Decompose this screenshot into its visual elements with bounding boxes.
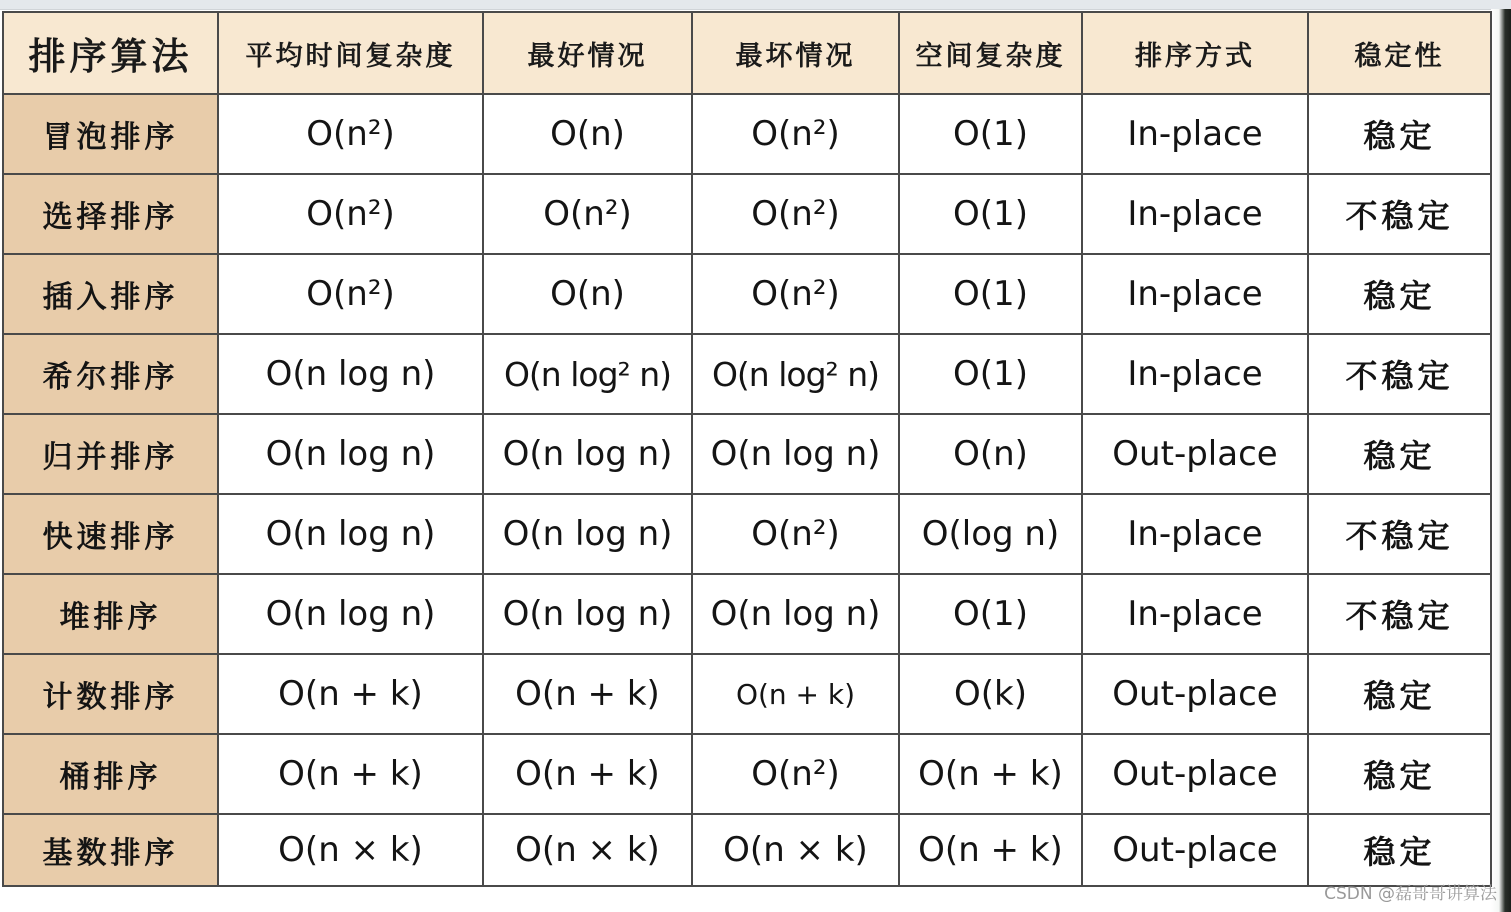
average-time-cell: O(n log n) <box>218 334 483 414</box>
space-cell: O(n) <box>899 414 1082 494</box>
algorithm-name-cell: 归并排序 <box>3 414 218 494</box>
table-row <box>3 814 1491 886</box>
algorithm-name-cell: 选择排序 <box>3 174 218 254</box>
worst-case-cell: O(n log² n) <box>692 334 899 414</box>
stability-cell: 不稳定 <box>1308 494 1491 574</box>
space-cell: O(log n) <box>899 494 1082 574</box>
space-cell: O(1) <box>899 574 1082 654</box>
average-time-cell: O(n log n) <box>218 414 483 494</box>
best-case-cell: O(n²) <box>483 174 692 254</box>
stability-cell: 稳定 <box>1308 814 1491 886</box>
top-window-strip <box>0 0 1511 10</box>
algorithm-name-cell: 冒泡排序 <box>3 94 218 174</box>
space-cell: O(n + k) <box>899 814 1082 886</box>
best-case-cell: O(n + k) <box>483 654 692 734</box>
worst-case-cell: O(n²) <box>692 174 899 254</box>
best-case-cell: O(n) <box>483 254 692 334</box>
table-header-row <box>3 12 1491 94</box>
algorithm-name-cell: 插入排序 <box>3 254 218 334</box>
method-cell: Out-place <box>1082 734 1308 814</box>
best-case-cell: O(n log n) <box>483 414 692 494</box>
worst-case-cell: O(n log n) <box>692 414 899 494</box>
method-cell: In-place <box>1082 174 1308 254</box>
stability-cell: 不稳定 <box>1308 574 1491 654</box>
header-method: 排序方式 <box>1082 12 1308 94</box>
method-cell: Out-place <box>1082 654 1308 734</box>
worst-case-cell: O(n²) <box>692 94 899 174</box>
algorithm-name-cell: 快速排序 <box>3 494 218 574</box>
worst-case-cell: O(n log n) <box>692 574 899 654</box>
header-worst-case: 最坏情况 <box>692 12 899 94</box>
method-cell: In-place <box>1082 94 1308 174</box>
method-cell: In-place <box>1082 574 1308 654</box>
method-cell: Out-place <box>1082 414 1308 494</box>
best-case-cell: O(n + k) <box>483 734 692 814</box>
space-cell: O(k) <box>899 654 1082 734</box>
average-time-cell: O(n log n) <box>218 574 483 654</box>
stability-cell: 稳定 <box>1308 94 1491 174</box>
average-time-cell: O(n log n) <box>218 494 483 574</box>
space-cell: O(1) <box>899 334 1082 414</box>
algorithm-name-cell: 堆排序 <box>3 574 218 654</box>
average-time-cell: O(n²) <box>218 174 483 254</box>
best-case-cell: O(n log² n) <box>483 334 692 414</box>
right-background-edge <box>1491 9 1511 912</box>
header-average-time: 平均时间复杂度 <box>218 12 483 94</box>
average-time-cell: O(n²) <box>218 254 483 334</box>
average-time-cell: O(n²) <box>218 94 483 174</box>
stability-cell: 不稳定 <box>1308 174 1491 254</box>
best-case-cell: O(n) <box>483 94 692 174</box>
average-time-cell: O(n × k) <box>218 814 483 886</box>
stability-cell: 稳定 <box>1308 254 1491 334</box>
algorithm-name-cell: 桶排序 <box>3 734 218 814</box>
best-case-cell: O(n log n) <box>483 494 692 574</box>
algorithm-name-cell: 计数排序 <box>3 654 218 734</box>
sorting-algorithm-table <box>2 11 1492 887</box>
algorithm-name-cell: 希尔排序 <box>3 334 218 414</box>
table-row <box>3 654 1491 734</box>
table-row <box>3 174 1491 254</box>
stability-cell: 稳定 <box>1308 414 1491 494</box>
method-cell: Out-place <box>1082 814 1308 886</box>
worst-case-cell: O(n²) <box>692 254 899 334</box>
header-best-case: 最好情况 <box>483 12 692 94</box>
average-time-cell: O(n + k) <box>218 734 483 814</box>
table-row <box>3 494 1491 574</box>
header-stability: 稳定性 <box>1308 12 1491 94</box>
best-case-cell: O(n log n) <box>483 574 692 654</box>
average-time-cell: O(n + k) <box>218 654 483 734</box>
stability-cell: 稳定 <box>1308 654 1491 734</box>
space-cell: O(1) <box>899 94 1082 174</box>
worst-case-cell: O(n²) <box>692 734 899 814</box>
method-cell: In-place <box>1082 334 1308 414</box>
table-row <box>3 734 1491 814</box>
space-cell: O(n + k) <box>899 734 1082 814</box>
algorithm-name-cell: 基数排序 <box>3 814 218 886</box>
best-case-cell: O(n × k) <box>483 814 692 886</box>
worst-case-cell: O(n²) <box>692 494 899 574</box>
watermark-text: CSDN @磊哥哥讲算法 <box>1324 884 1497 904</box>
table-row <box>3 334 1491 414</box>
stability-cell: 稳定 <box>1308 734 1491 814</box>
method-cell: In-place <box>1082 254 1308 334</box>
space-cell: O(1) <box>899 174 1082 254</box>
worst-case-cell: O(n + k) <box>692 654 899 734</box>
header-space: 空间复杂度 <box>899 12 1082 94</box>
header-algorithm: 排序算法 <box>3 12 218 94</box>
table-row <box>3 574 1491 654</box>
space-cell: O(1) <box>899 254 1082 334</box>
method-cell: In-place <box>1082 494 1308 574</box>
stability-cell: 不稳定 <box>1308 334 1491 414</box>
table-row <box>3 254 1491 334</box>
table-row <box>3 94 1491 174</box>
worst-case-cell: O(n × k) <box>692 814 899 886</box>
table-row <box>3 414 1491 494</box>
